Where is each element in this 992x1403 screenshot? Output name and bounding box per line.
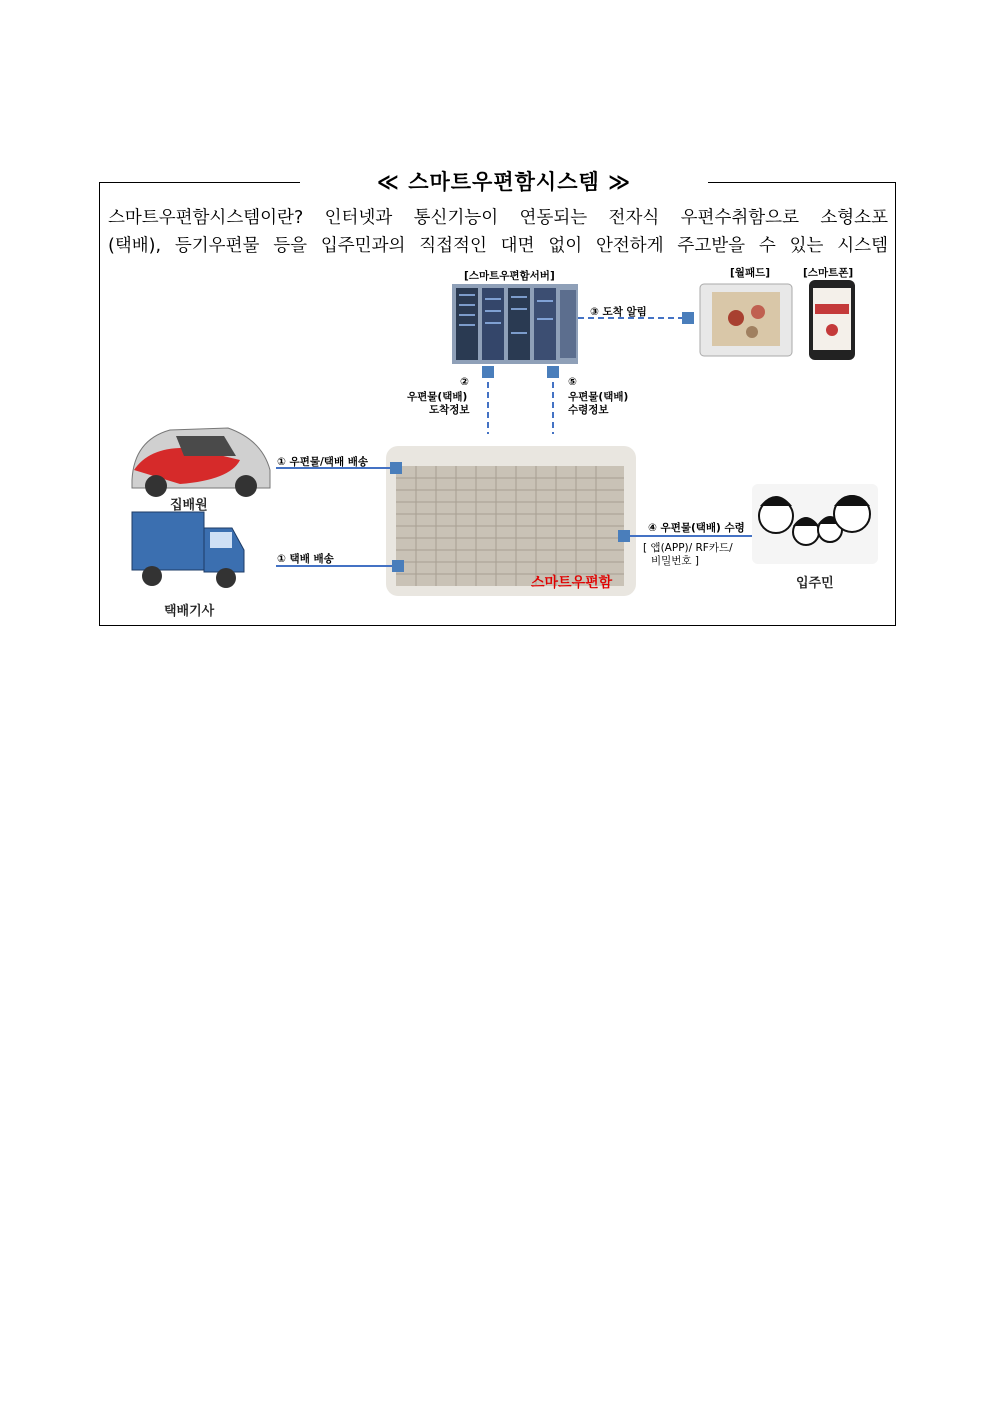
- wallpad-caption: [월패드]: [730, 267, 771, 279]
- step2-label-b: 도착정보: [429, 404, 470, 416]
- step5-label-a: 우편물(택배): [568, 391, 629, 403]
- step5-number: ⑤: [568, 376, 577, 388]
- step4-label: ④ 우편물(택배) 수령: [648, 522, 745, 534]
- resident-caption: 입주민: [796, 576, 834, 591]
- step2-number: ②: [460, 376, 469, 388]
- server-rack-icon: [452, 284, 578, 364]
- page-title: ≪ 스마트우편함시스템 ≫: [300, 168, 708, 196]
- smartphone-icon: [809, 280, 855, 360]
- step1-mail-label: ① 우편물/택배 배송: [277, 456, 369, 468]
- wallpad-icon: [700, 284, 792, 356]
- description-line-2: (택배), 등기우편물 등을 입주민과의 직접적인 대면 없이 안전하게 주고받을 수 있는 시스템: [108, 236, 888, 256]
- car-icon: [132, 428, 270, 497]
- step3-label: ③ 도착 알림: [590, 306, 647, 318]
- smartphone-caption: [스마트폰]: [803, 267, 854, 279]
- step4-method-b: 비밀번호 ]: [651, 555, 700, 567]
- driver-caption: 택배기사: [164, 604, 215, 619]
- step2-label-a: 우편물(택배): [407, 391, 468, 403]
- step4-method-a: [ 앱(APP)/ RF카드/: [643, 542, 733, 554]
- family-icon: [752, 484, 878, 564]
- server-caption: [스마트우편함서버]: [464, 270, 555, 282]
- step5-label-b: 수령정보: [568, 404, 609, 416]
- mailbox-caption: 스마트우편함: [531, 575, 613, 591]
- courier-caption: 집배원: [170, 498, 208, 513]
- description-line-1: 스마트우편함시스템이란? 인터넷과 통신기능이 연동되는 전자식 우편수취함으로 소형소포: [108, 208, 888, 228]
- truck-icon: [132, 512, 244, 588]
- step1-parcel-label: ① 택배 배송: [277, 553, 334, 565]
